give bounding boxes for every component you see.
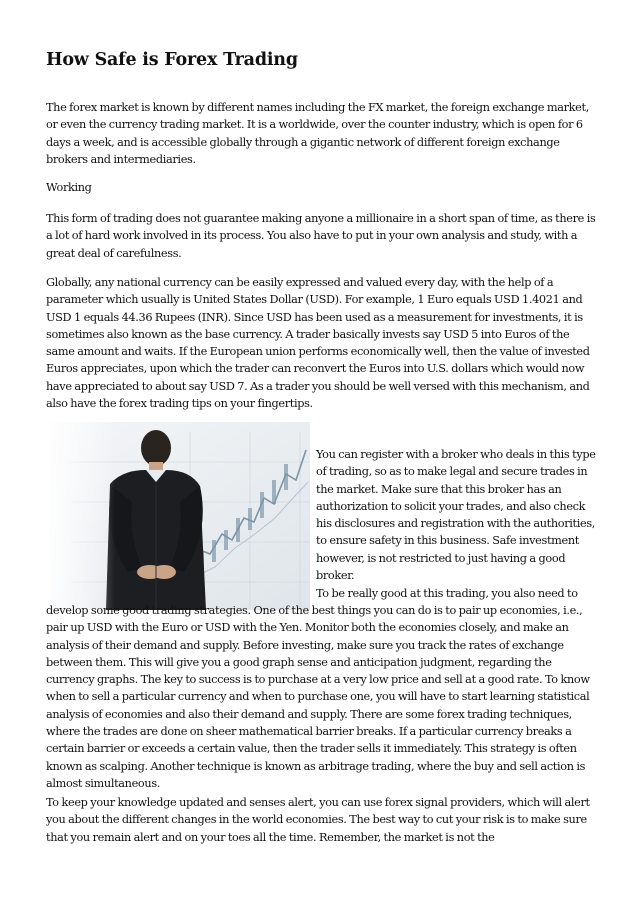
page-title: How Safe is Forex Trading — [46, 50, 298, 70]
businessman-chart-image — [50, 422, 310, 610]
section-heading-working: Working — [46, 181, 92, 194]
currency-paragraph: Globally, any national currency can be easily expressed and valued every day, with the help of a parameter which usually is United States Dollar (USD). For example, 1 Euro equals USD 1.4021 and USD 1 equals 44.36 Rupees (INR). Since USD has been used as a measurement for investments, it is sometimes also known as the base currency. A trader basically invests say USD 5 into Euros of the same amount and waits. If the European union performs economically well, then the value of invested Euros appreciates, upon which the trader can reconvert the Euros into U.S. dollars which would now have appreciated to about say USD 7. As a trader you should be well versed with this mechanism, and also have the forex trading tips on your fingertips. — [46, 276, 590, 411]
broker-paragraph: You can register with a broker who deals in this type of trading, so as to make legal and secure trades in the market. Make sure that this broker has an authorization to solicit your trades, and also check his disclosures and registration with the authorities, to ensure safety in this business. Safe investment however, is not restricted to just having a good broker. — [316, 448, 596, 583]
working-paragraph: This form of trading does not guarantee making anyone a millionaire in a short span of time, as there is a lot of hard work involved in its process. You also have to put in your own analysis and study, with a great deal of carefulness. — [46, 212, 596, 260]
intro-paragraph: The forex market is known by different names including the FX market, the foreign exchange market, or even the currency trading market. It is a worldwide, over the counter industry, which is open for 6 days a week, and is accessible globally through a gigantic network of different foreign exchange brokers and intermediaries. — [46, 101, 589, 166]
strategy-paragraph: develop some good trading strategies. One of the best things you can do is to pair up economies, i.e., pair up USD with the Euro or USD with the Yen. Monitor both the economies closely, and make an analysis of their demand and supply. Before investing, make sure you track the rates of exchange between them. This will give you a good graph sense and anticipation judgment, regarding the currency graphs. The key to success is to purchase at a very low price and sell at a good rate. To know when to sell a particular currency and when to purchase one, you will have to start learning statistical analysis of economies and also their demand and supply. There are some forex trading techniques, where the trades are done on sheer mathematical barrier breaks. If a particular currency breaks a certain barrier or exceeds a certain value, then the trader sells it immediately. This strategy is often known as scalping. Another technique is known as arbitrage trading, where the buy and sell action is almost simultaneous. — [46, 604, 590, 790]
strategy-paragraph-first-line: To be really good at this trading, you also need to — [316, 587, 578, 600]
signal-providers-paragraph: To keep your knowledge updated and senses alert, you can use forex signal providers, which will alert you about the different changes in the world economies. The best way to cut your risk is to make sure that you remain alert and on your toes all the time. Remember, the market is not the — [46, 796, 590, 844]
